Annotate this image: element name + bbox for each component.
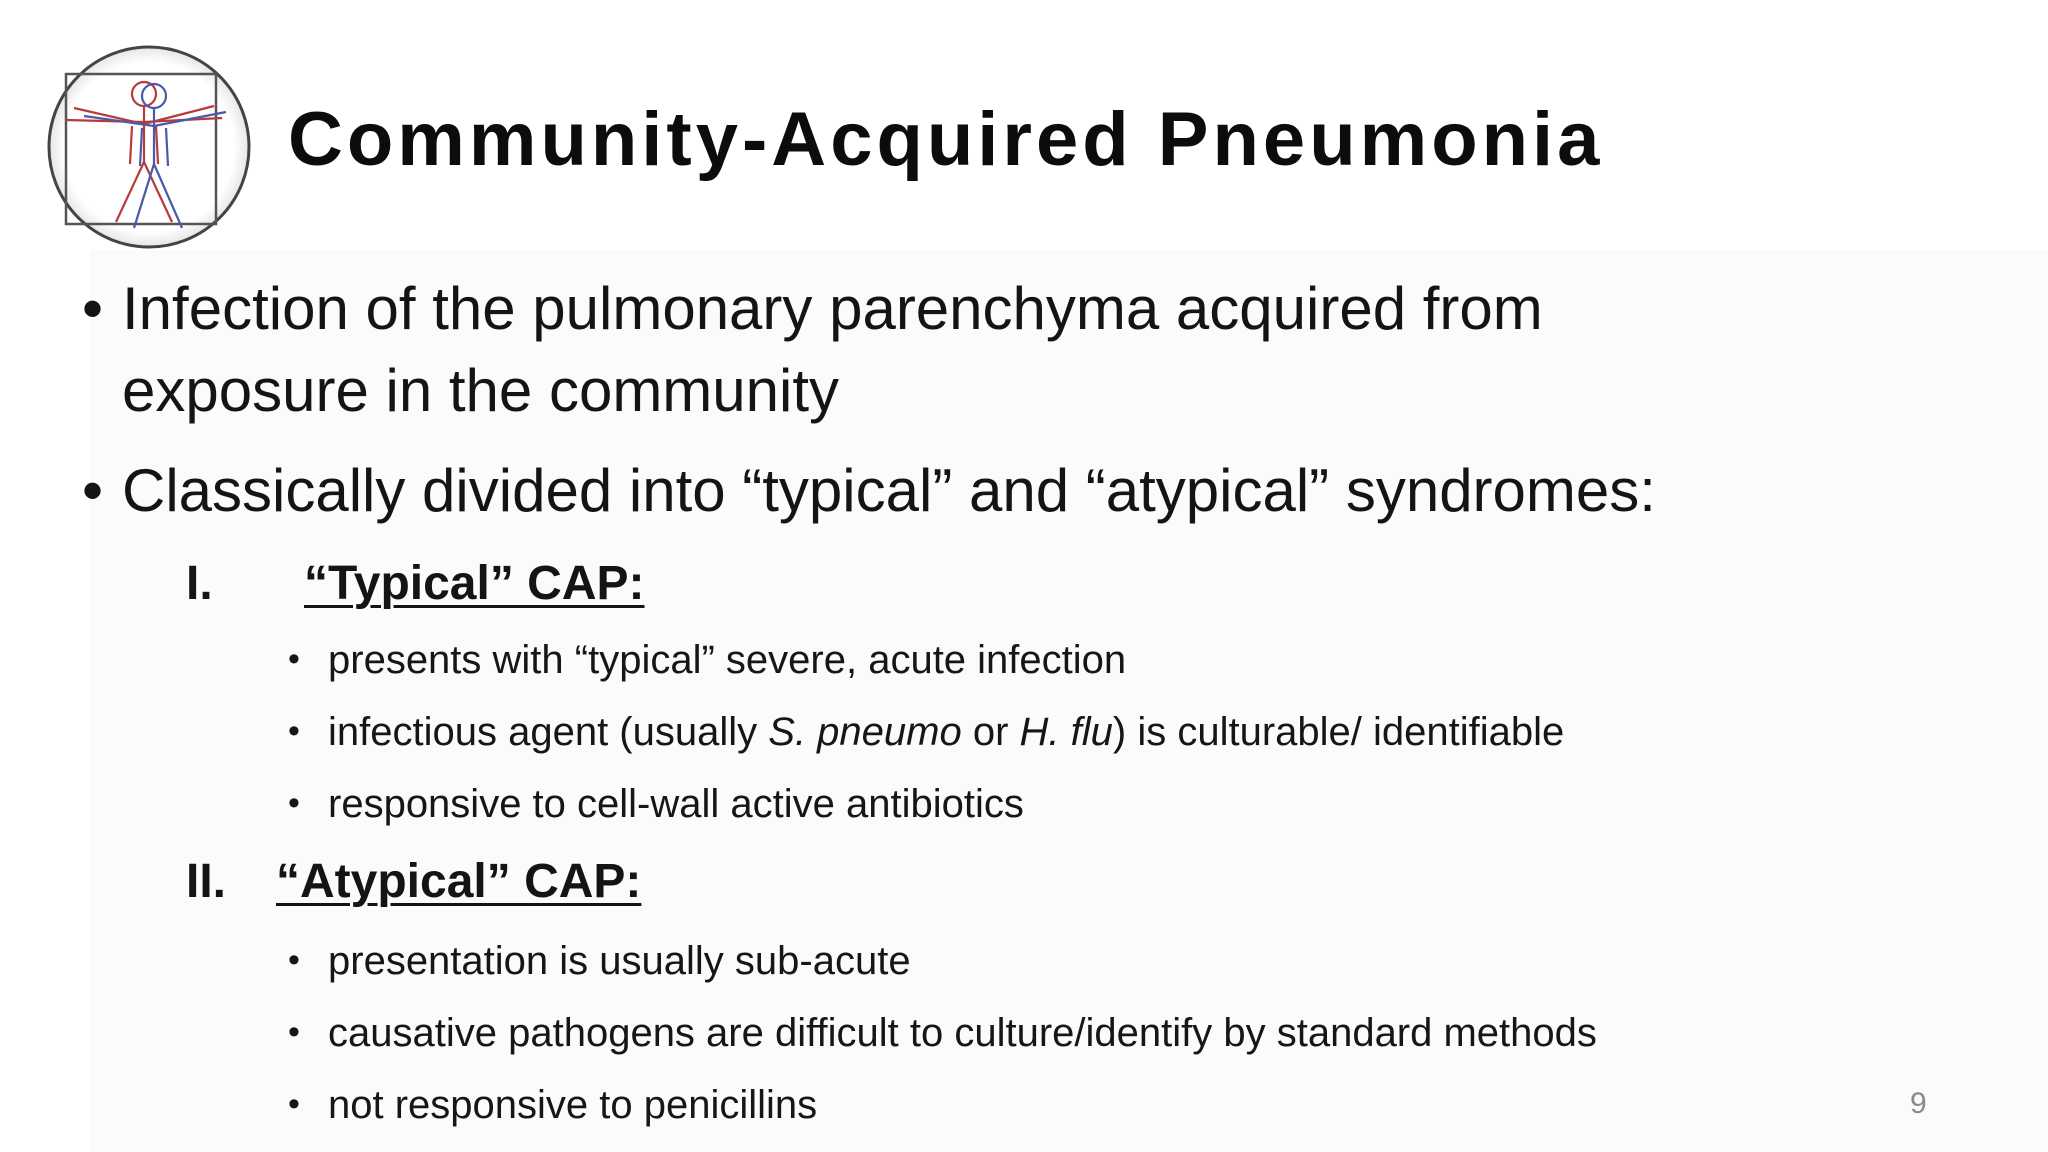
page-number: 9 bbox=[1910, 1087, 1927, 1120]
pathogen-name: S. pneumo bbox=[768, 710, 962, 754]
text-run: infectious agent (usually bbox=[328, 710, 769, 754]
sub-bullet-text: not responsive to penicillins bbox=[328, 1083, 818, 1127]
text-run: ) is culturable/ identifiable bbox=[1112, 710, 1565, 754]
pathogen-name: H. flu bbox=[1019, 710, 1113, 754]
bullet-icon: • bbox=[288, 1085, 300, 1123]
sub-bullet-text: responsive to cell-wall active antibiotics bbox=[328, 782, 1024, 826]
slide-title: Community-Acquired Pneumonia bbox=[288, 97, 1604, 182]
text-run: or bbox=[961, 710, 1020, 754]
bullet-icon: • bbox=[288, 712, 300, 750]
section-numeral: I. bbox=[186, 557, 213, 610]
sub-bullet-text: presents with “typical” severe, acute infection bbox=[328, 638, 1127, 682]
bullet-icon: • bbox=[82, 275, 104, 342]
bullet-icon: • bbox=[288, 640, 300, 678]
bullet-icon: • bbox=[288, 1013, 300, 1051]
section-heading: “Atypical” CAP: bbox=[276, 855, 642, 908]
section-heading: “Typical” CAP: bbox=[304, 557, 645, 610]
bullet-item bbox=[82, 450, 1782, 532]
bullet-text: Infection of the pulmonary parenchyma acquired from exposure in the community bbox=[122, 275, 1543, 424]
vitruvian-man-logo-icon bbox=[44, 42, 254, 252]
bullet-icon: • bbox=[288, 784, 300, 822]
sub-bullet-text: causative pathogens are difficult to culture/identify by standard methods bbox=[328, 1011, 1597, 1055]
bullet-icon: • bbox=[82, 457, 104, 524]
sub-bullet-text bbox=[328, 710, 1564, 755]
sub-bullet-text: presentation is usually sub-acute bbox=[328, 939, 911, 983]
bullet-item bbox=[82, 268, 1782, 432]
section-numeral: II. bbox=[186, 855, 227, 908]
bullet-icon: • bbox=[288, 941, 300, 979]
bullet-text: Classically divided into “typical” and “atypical” syndromes: bbox=[122, 457, 1656, 524]
